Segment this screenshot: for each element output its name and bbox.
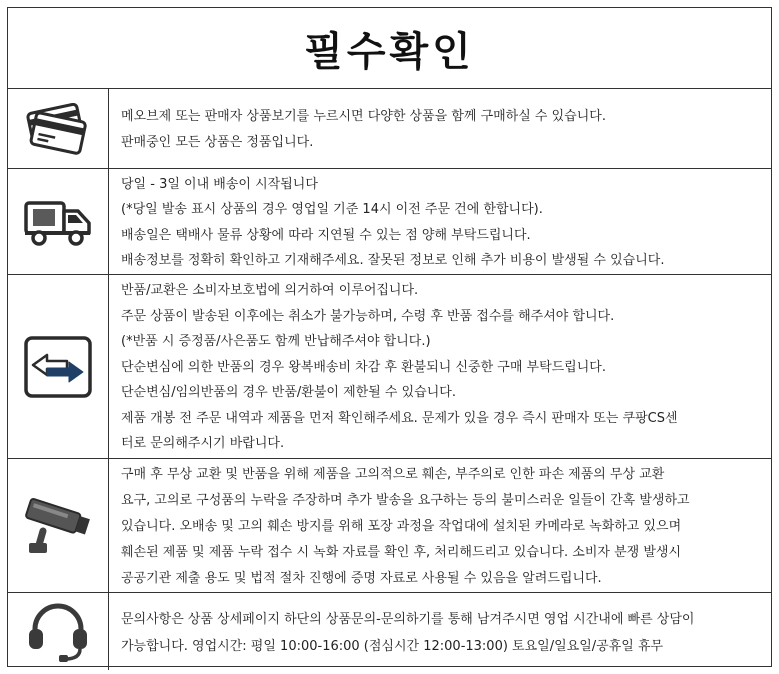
delivery-truck-icon	[23, 197, 93, 247]
section-text	[109, 89, 771, 168]
text-line: 배송정보를 정확히 확인하고 기재해주세요. 잘못된 정보로 인해 추가 비용이 발생될 수 있습니다.	[121, 253, 665, 268]
text-line: 단순변심/임의반품의 경우 반품/환불이 제한될 수 있습니다.	[121, 385, 456, 401]
text-line: 훼손된 제품 및 제품 누락 접수 시 녹화 자료를 확인 후, 처리해드리고 있습니다. 소비자 분쟁 발생시	[121, 544, 682, 560]
text-line: 판매중인 모든 상품은 정품입니다.	[121, 134, 314, 150]
exchange-arrows-icon	[23, 335, 93, 399]
text-line: 구매 후 무상 교환 및 반품을 위해 제품을 고의적으로 훼손, 부주의로 인한 파손 제품의 무상 교환	[121, 466, 665, 482]
page-title: 필수확인	[304, 28, 475, 75]
text-line: 단순변심에 의한 반품의 경우 왕복배송비 차감 후 환불되니 신중한 구매 부탁드립니다.	[121, 359, 606, 375]
title-bar	[8, 8, 771, 89]
credit-card-icon	[25, 103, 91, 155]
text-line: 배송일은 택배사 물류 상황에 따라 지연될 수 있는 점 양해 부탁드립니다.	[121, 227, 531, 243]
icon-cell	[8, 593, 109, 670]
section-recording	[8, 459, 771, 593]
required-notice-table	[7, 7, 772, 667]
section-delivery	[8, 169, 771, 275]
icon-cell	[8, 459, 109, 592]
text-line: 제품 개봉 전 주문 내역과 제품을 먼저 확인해주세요. 문제가 있을 경우 즉시 판매자 또는 쿠팡CS센	[121, 410, 678, 426]
icon-cell	[8, 89, 109, 168]
text-line: (*반품 시 증정품/사은품도 함께 반납해주셔야 합니다.)	[121, 334, 431, 350]
section-text	[109, 169, 771, 274]
section-return-exchange	[8, 275, 771, 459]
text-line: 터로 문의해주시기 바랍니다.	[121, 436, 285, 452]
text-line: 주문 상품이 발송된 이후에는 취소가 불가능하며, 수령 후 반품 접수를 해주셔야 합니다.	[121, 308, 615, 324]
section-text	[109, 593, 771, 670]
text-line: 요구, 고의로 구성품의 누락을 주장하며 추가 발송을 요구하는 등의 불미스러운 일들이 간혹 발생하고	[121, 492, 690, 508]
text-line: 공공기관 제출 용도 및 법적 절차 진행에 증명 자료로 사용될 수 있음을 알려드립니다.	[121, 570, 602, 586]
text-line: 메오브제 또는 판매자 상품보기를 누르시면 다양한 상품을 함께 구매하실 수 있습니다.	[121, 109, 606, 124]
section-text	[109, 275, 771, 458]
section-products	[8, 89, 771, 169]
text-line: (*당일 발송 표시 상품의 경우 영업일 기준 14시 이전 주문 건에 한합니다).	[121, 202, 543, 217]
text-line: 반품/교환은 소비자보호법에 의거하여 이루어집니다.	[121, 283, 419, 299]
section-text	[109, 459, 771, 592]
icon-cell	[8, 275, 109, 458]
icon-cell	[8, 169, 109, 274]
headset-icon	[25, 599, 91, 665]
section-inquiry	[8, 593, 771, 670]
text-line: 있습니다. 오배송 및 고의 훼손 방지를 위해 포장 과정을 작업대에 설치된 카메라로 녹화하고 있으며	[121, 518, 682, 534]
security-camera-icon	[21, 495, 95, 557]
text-line: 당일 - 3일 이내 배송이 시작됩니다	[121, 176, 318, 192]
text-line: 문의사항은 상품 상세페이지 하단의 상품문의-문의하기를 통해 남겨주시면 영업 시간내에 빠른 상담이	[121, 611, 695, 627]
text-line: 가능합니다. 영업시간: 평일 10:00-16:00 (점심시간 12:00-13:00) 토요일/일요일/공휴일 휴무	[121, 638, 664, 654]
